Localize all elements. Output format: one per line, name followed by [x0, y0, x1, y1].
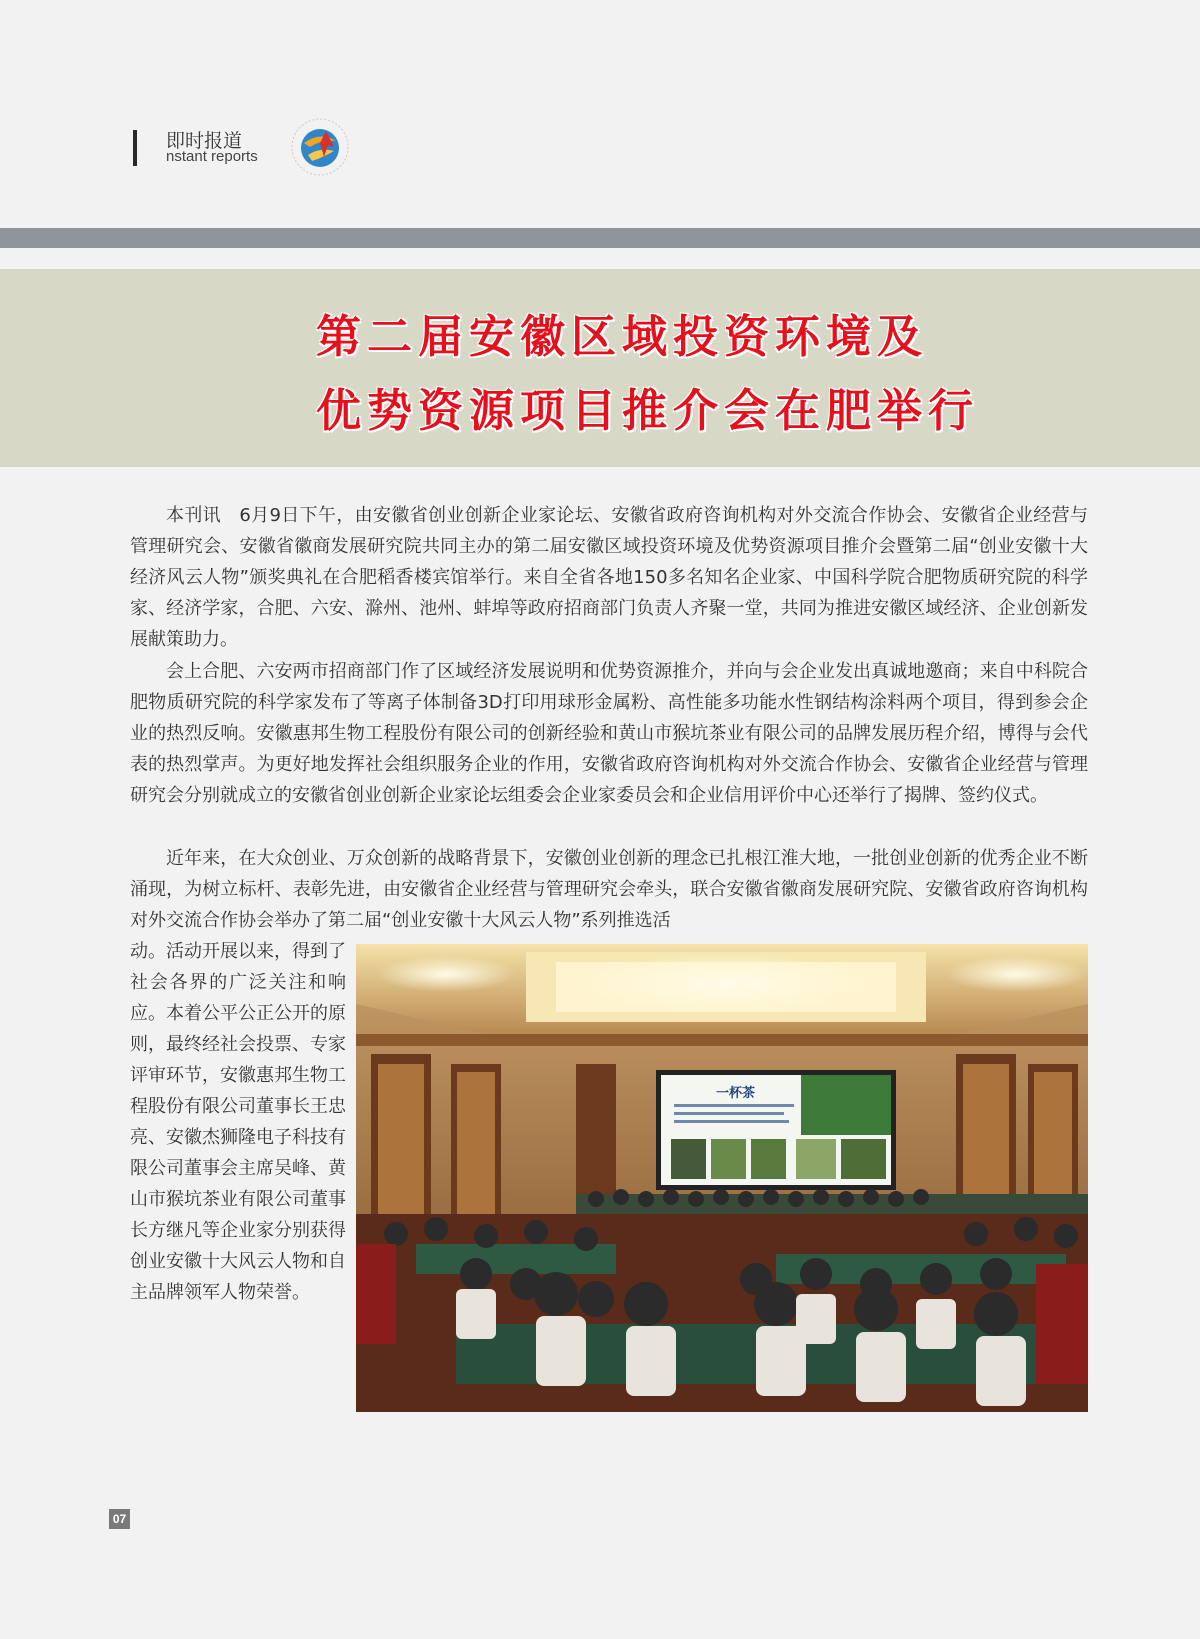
slide-title: 一杯茶 — [716, 1086, 756, 1101]
article-paragraph-1: 本刊讯 6月9日下午，由安徽省创业创新企业家论坛、安徽省政府咨询机构对外交流合作协会、安徽省企业经营与管理研究会、安徽省徽商发展研究院共同主办的第二届安徽区域投资环境及优势资源项目推介会暨第二届“创业安徽十大经济风云人物”颁奖典礼在合肥稻香楼宾馆举行。来自全省各地150多名知名企业家、中国科学院合肥物质研究院的科学家、经济学家，合肥、六安、滁州、池州、蚌埠等政府招商部门负责人齐聚一堂，共同为推进安徽区域经济、企业创新发展献策助力。 — [130, 505, 1088, 650]
article-paragraph-3: 近年来，在大众创业、万众创新的战略背景下，安徽创业创新的理念已扎根江淮大地，一批创业创新的优秀企业不断涌现，为树立标杆、表彰先进，由安徽省企业经营与管理研究会牵头，联合安徽省徽商发展研究院、安徽省政府咨询机构对外交流合作协会举办了第二届“创业安徽十大风云人物”系列推选活 — [130, 848, 1088, 931]
article-paragraph-3-continued: 动。活动开展以来，得到了社会各界的广泛关注和响应。本着公平公正公开的原则，最终经社会投票、专家评审环节，安徽惠邦生物工程股份有限公司董事长王忠亮、安徽杰狮隆电子科技有限公司董事会主席吴峰、黄山市猴坑茶业有限公司董事长方继凡等企业家分别获得创业安徽十大风云人物和自主品牌领军人物荣誉。 — [130, 941, 346, 1303]
conference-photo — [356, 944, 1088, 1412]
article-title-line-2: 优势资源项目推介会在肥举行 — [316, 384, 980, 437]
page-number: 07 — [109, 1509, 130, 1529]
article-paragraph-2: 会上合肥、六安两市招商部门作了区域经济发展说明和优势资源推介，并向与会企业发出真诚地邀商；来自中科院合肥物质研究院的科学家发布了等离子体制备3D打印用球形金属粉、高性能多功能水性钢结构涂料两个项目，得到参会企业的热烈反响。安徽惠邦生物工程股份有限公司的创新经验和黄山市猴坑茶业有限公司的品牌发展历程介绍，博得与会代表的热烈掌声。为更好地发挥社会组织服务企业的作用，安徽省政府咨询机构对外交流合作协会、安徽省企业经营与管理研究会分别就成立的安徽省创业创新企业家论坛组委会企业家委员会和企业信用评价中心还举行了揭牌、签约仪式。 — [130, 661, 1088, 806]
header-gray-band — [0, 228, 1200, 248]
association-globe-logo-icon — [290, 117, 350, 177]
section-title-en: nstant reports — [166, 148, 258, 165]
section-title-cn: 即时报道 — [166, 130, 243, 152]
header-divider-bar — [133, 130, 137, 166]
article-title-line-1: 第二届安徽区域投资环境及 — [316, 310, 929, 363]
